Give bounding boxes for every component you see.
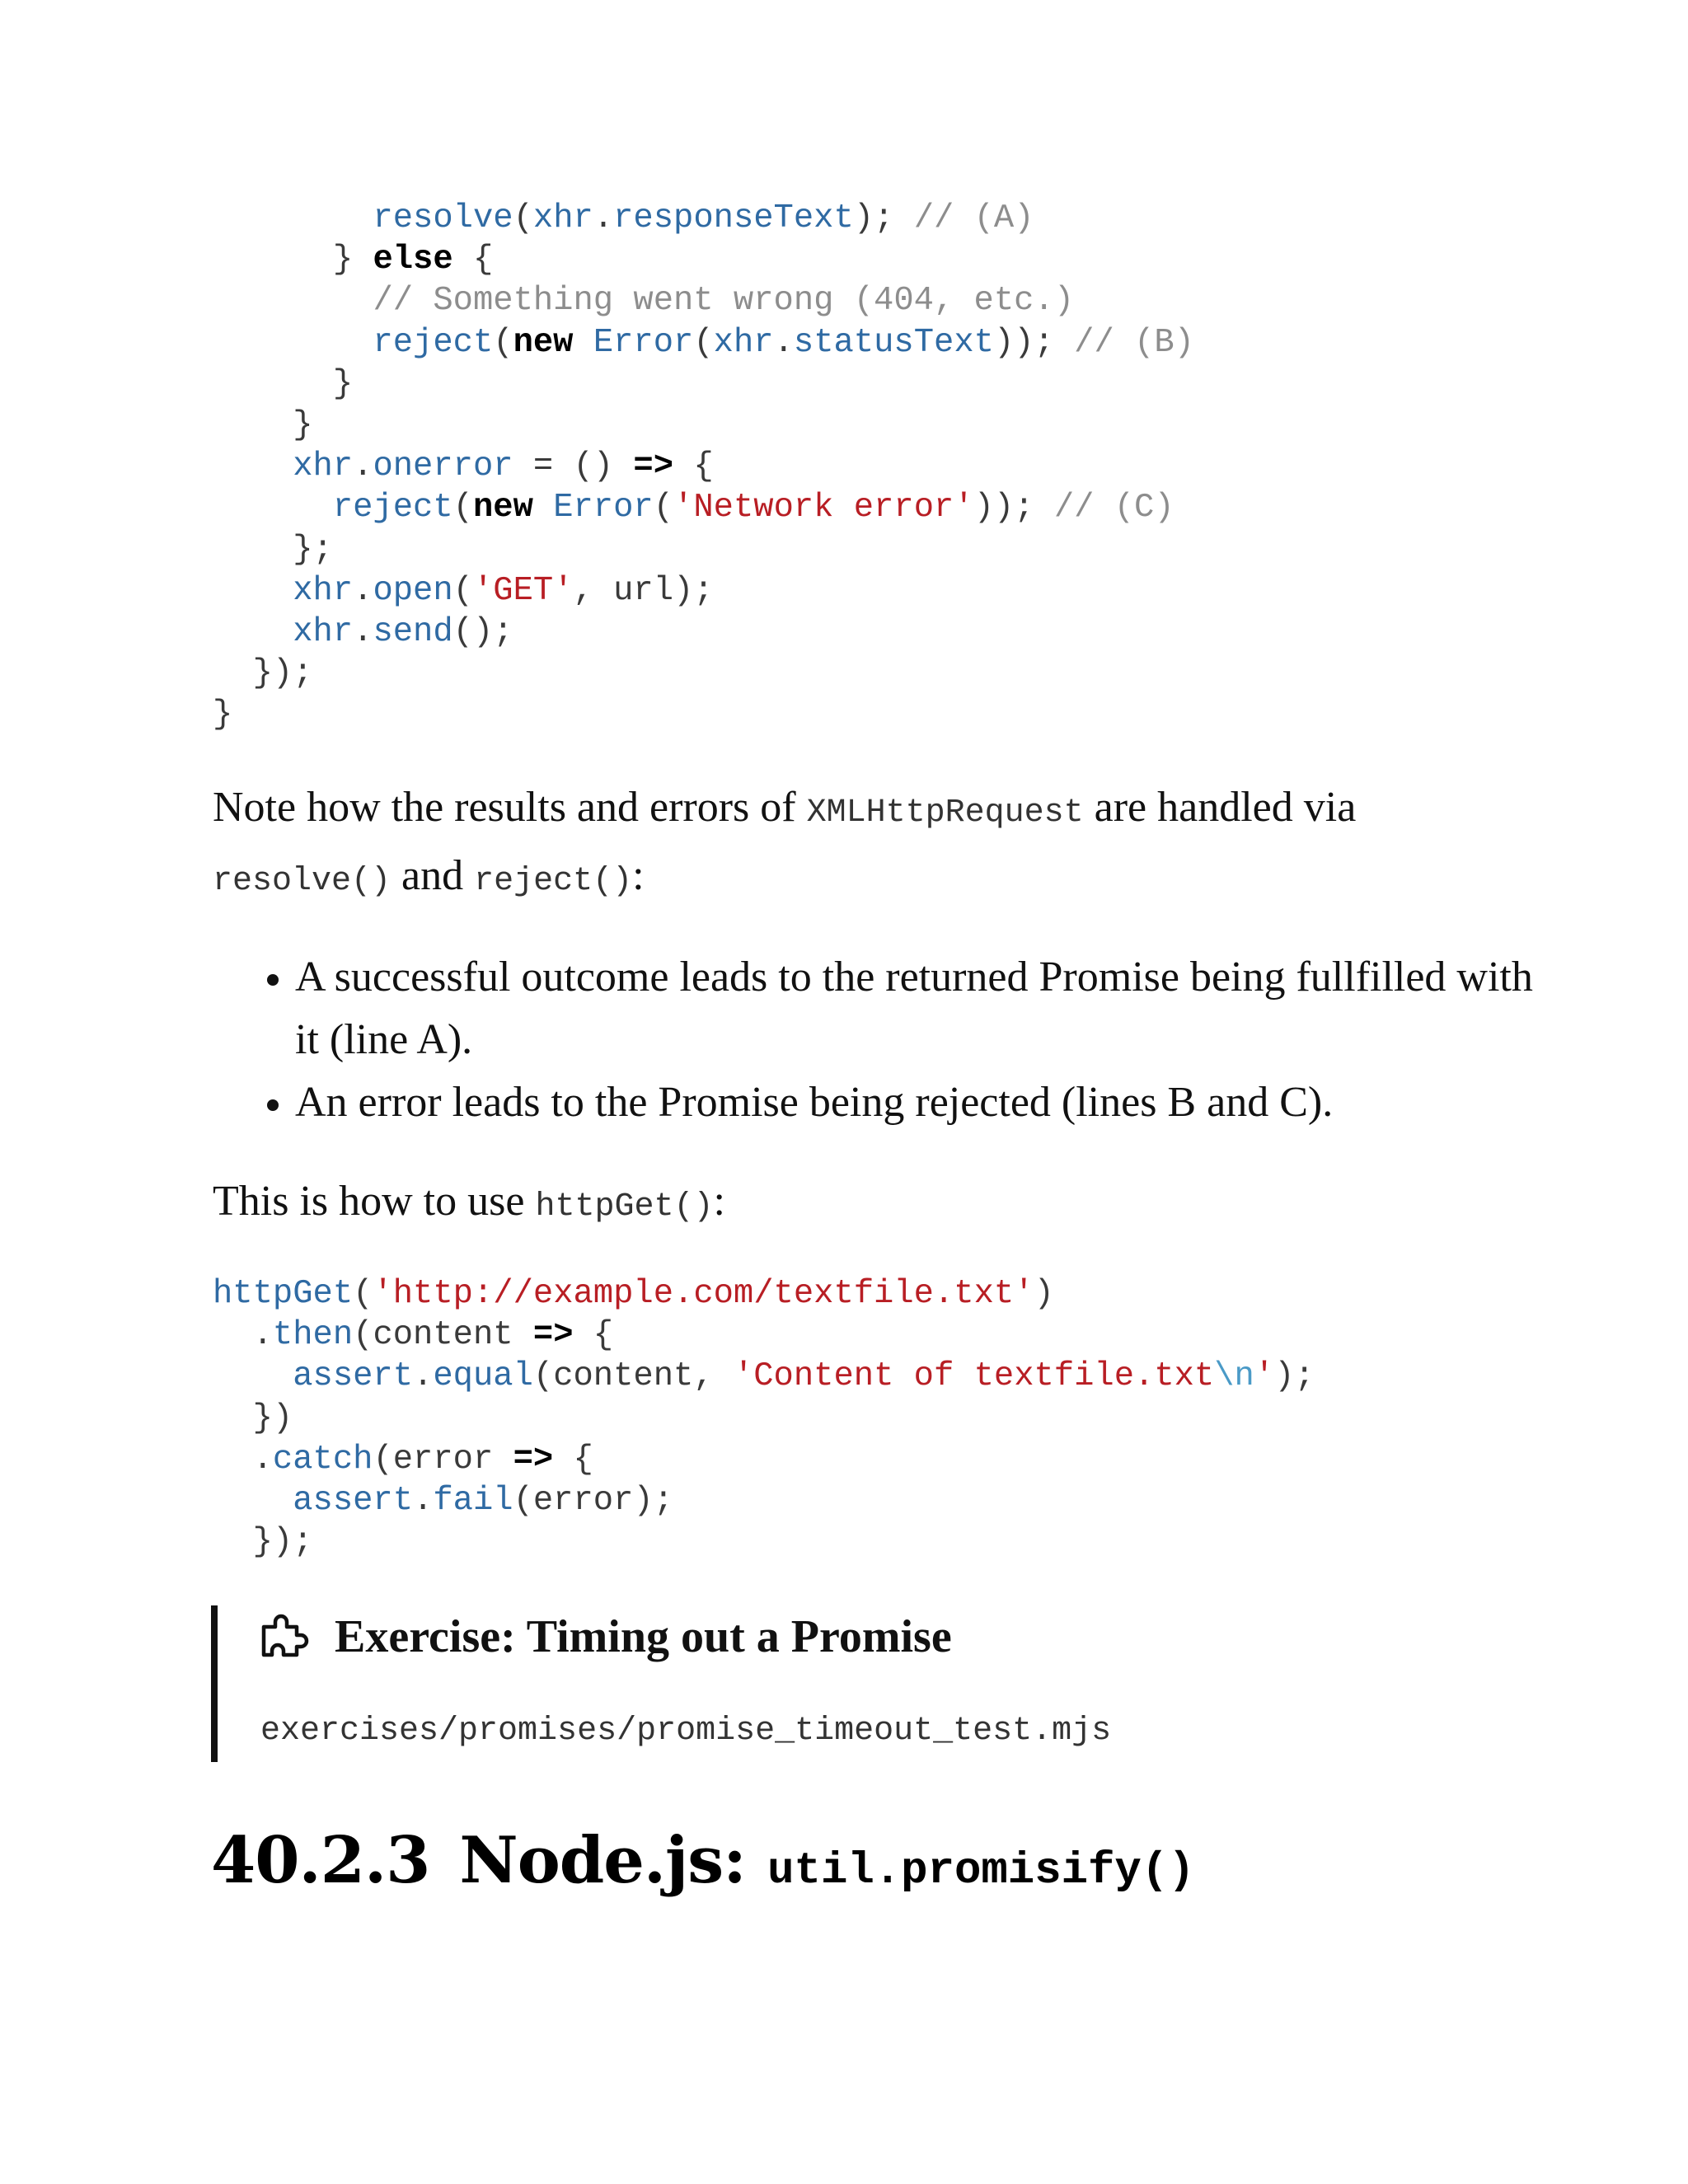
code-token: fail: [433, 1481, 513, 1520]
code-token: catch: [272, 1440, 373, 1479]
code-line: [213, 322, 1194, 363]
inline-code-resolve: resolve(): [213, 863, 392, 900]
code-line: [213, 694, 1194, 735]
code-line: [213, 1398, 1315, 1439]
code-token: xhr: [293, 571, 354, 610]
code-token: =>: [513, 1440, 554, 1479]
code-token: (: [452, 571, 473, 610]
code-token: ): [1034, 1275, 1054, 1313]
code-token: );: [853, 199, 914, 237]
bullet-list: [213, 946, 1564, 1134]
code-token: assert: [293, 1481, 414, 1520]
paragraph-how-to-use: [213, 1170, 725, 1239]
code-token: responseText: [613, 199, 854, 237]
code-line: [213, 198, 1194, 239]
code-token: ));: [973, 489, 1054, 527]
section-title-code: util.promisify(): [767, 1846, 1195, 1896]
code-token: equal: [433, 1357, 533, 1396]
code-line: [213, 1480, 1315, 1521]
exercise-callout: [211, 1605, 1447, 1762]
code-token: .: [353, 448, 373, 486]
code-token: (content,: [532, 1357, 734, 1396]
section-title: Node.js:: [459, 1823, 768, 1898]
code-line: [213, 570, 1194, 612]
code-token: });: [213, 654, 313, 693]
code-token: resolve: [373, 199, 513, 237]
paragraph-text: and: [391, 852, 475, 899]
code-token: else: [373, 241, 453, 279]
code-token: [574, 324, 593, 362]
code-token: .: [213, 1440, 273, 1479]
code-line: [213, 487, 1194, 528]
code-line: [213, 363, 1194, 405]
section-number: 40.2.3: [211, 1823, 430, 1898]
code-token: {: [452, 241, 494, 279]
code-token: onerror: [373, 448, 513, 486]
code-token: httpGet: [213, 1275, 354, 1313]
code-block-httpget-usage: [213, 1273, 1315, 1563]
code-token: (: [693, 323, 714, 362]
code-token: // (A): [913, 199, 1034, 237]
code-line: [213, 446, 1194, 487]
exercise-title: Exercise: Timing out a Promise: [335, 1611, 952, 1662]
code-token: (: [653, 489, 674, 527]
code-token: Error: [553, 489, 654, 527]
code-token: (error);: [513, 1481, 674, 1520]
callout-bar: [211, 1605, 218, 1762]
code-token: }): [213, 1399, 293, 1437]
code-token: assert: [293, 1357, 414, 1396]
code-token: [213, 448, 293, 485]
code-line: [213, 529, 1194, 570]
code-token: reject: [373, 323, 494, 362]
paragraph-text: :: [632, 852, 645, 899]
code-token: send: [373, 612, 453, 651]
paragraph-text: :: [713, 1178, 725, 1225]
list-item: • A successful outcome leads to the returned Promise being fullfilled with it (line A).: [295, 946, 1564, 1071]
code-token: }: [213, 241, 373, 279]
code-token: statusText: [793, 323, 994, 362]
code-token: // Something went wrong (404, etc.): [373, 282, 1075, 321]
code-token: (: [353, 1275, 373, 1313]
paragraph-text: Note how the results and errors of: [213, 784, 807, 831]
code-line: [213, 1273, 1315, 1315]
paragraph-results-errors: [213, 776, 1498, 913]
code-token: .: [353, 612, 373, 651]
code-line: [213, 612, 1194, 653]
code-token: }: [213, 405, 313, 444]
inline-code-reject: reject(): [474, 863, 633, 900]
code-token: [213, 1357, 293, 1395]
code-token: .: [413, 1481, 434, 1520]
code-token: (: [452, 489, 473, 527]
code-token: {: [573, 1316, 614, 1355]
code-token: (: [493, 323, 513, 362]
code-token: ();: [452, 612, 513, 651]
code-token: );: [1274, 1357, 1315, 1396]
code-token: 'GET': [472, 571, 574, 610]
code-token: Error: [593, 323, 694, 362]
code-token: .: [413, 1357, 434, 1396]
code-line: [213, 239, 1194, 280]
section-heading: [211, 1820, 1195, 1913]
exercise-file-path: exercises/promises/promise_timeout_test.mjs: [260, 1713, 1112, 1750]
code-token: new: [513, 323, 574, 362]
code-token: reject: [332, 489, 453, 527]
code-token: xhr: [293, 612, 354, 651]
code-token: [213, 572, 293, 610]
code-token: 'http://example.com/textfile.txt': [373, 1275, 1034, 1313]
code-token: =>: [633, 448, 674, 486]
code-token: }: [213, 696, 233, 734]
code-block-xhr-promise: [213, 198, 1194, 735]
code-token: ': [1254, 1357, 1275, 1396]
code-token: , url);: [573, 571, 714, 610]
code-token: };: [213, 530, 333, 569]
code-token: xhr: [293, 448, 354, 486]
code-token: 'Content of textfile.txt: [733, 1357, 1215, 1396]
code-token: open: [373, 571, 453, 610]
code-token: [213, 324, 373, 362]
code-token: 'Network error': [673, 489, 974, 527]
code-token: [213, 199, 373, 237]
code-token: (: [513, 199, 533, 237]
code-token: ));: [993, 323, 1075, 362]
code-line: [213, 1439, 1315, 1480]
code-line: [213, 653, 1194, 694]
code-token: new: [472, 489, 533, 527]
code-token: });: [213, 1523, 313, 1562]
code-token: [213, 613, 293, 651]
code-token: [533, 489, 553, 527]
code-token: [213, 1482, 293, 1520]
code-token: (error: [373, 1440, 513, 1479]
code-token: }: [213, 364, 354, 403]
list-item: • An error leads to the Promise being rejected (lines B and C).: [295, 1071, 1564, 1134]
code-token: xhr: [532, 199, 593, 237]
code-token: = (): [513, 448, 634, 486]
code-token: {: [553, 1440, 593, 1479]
code-token: =>: [532, 1316, 574, 1355]
code-token: // (B): [1074, 323, 1194, 362]
code-line: [213, 1315, 1315, 1356]
puzzle-piece-icon: [259, 1605, 318, 1658]
inline-code-httpget: httpGet(): [535, 1188, 714, 1226]
paragraph-text: are handled via: [1083, 784, 1357, 831]
inline-code-xmlhttprequest: XMLHttpRequest: [806, 794, 1084, 832]
code-token: [213, 282, 373, 320]
code-token: xhr: [713, 323, 774, 362]
code-line: [213, 280, 1194, 321]
code-token: \n: [1214, 1357, 1254, 1396]
code-line: [213, 1356, 1315, 1397]
code-token: (content: [353, 1316, 533, 1355]
code-token: [213, 489, 333, 527]
code-token: then: [272, 1316, 354, 1355]
code-token: .: [773, 323, 794, 362]
code-token: // (C): [1053, 489, 1175, 527]
code-token: {: [673, 448, 714, 486]
paragraph-text: This is how to use: [213, 1178, 536, 1225]
code-line: [213, 405, 1194, 446]
code-token: .: [213, 1316, 273, 1355]
code-token: .: [593, 199, 614, 237]
code-line: [213, 1521, 1315, 1563]
code-token: .: [353, 571, 373, 610]
